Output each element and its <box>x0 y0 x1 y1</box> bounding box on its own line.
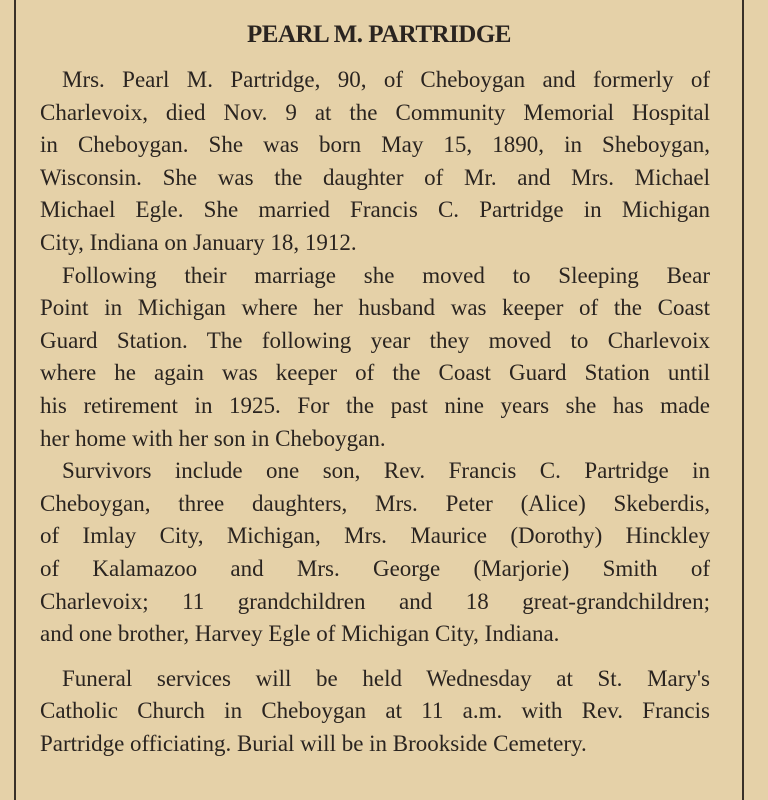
obituary-headline: PEARL M. PARTRIDGE <box>247 21 511 48</box>
text-line: Funeral services will be held Wednesday at St. Mary's <box>62 665 710 691</box>
text-line: where he again was keeper of the Coast Guard Station until <box>40 360 710 386</box>
text-line: Point in Michigan where her husband was keeper of the Coast <box>40 295 710 321</box>
text-line: her home with her son in Cheboygan. <box>40 425 386 451</box>
text-line: Wisconsin. She was the daughter of Mr. and Mrs. Michael <box>40 164 710 190</box>
text-line: Cheboygan, three daughters, Mrs. Peter (Alice) Skeberdis, <box>40 490 710 516</box>
text-line: Catholic Church in Cheboygan at 11 a.m. with Rev. Francis <box>40 698 710 724</box>
text-line: of Imlay City, Michigan, Mrs. Maurice (Dorothy) Hinckley <box>40 523 710 549</box>
text-line: Following their marriage she moved to Sleeping Bear <box>62 262 710 288</box>
paragraph-spacer <box>40 651 710 663</box>
text-line: City, Indiana on January 18, 1912. <box>40 229 357 255</box>
text-line: Partridge officiating. Burial will be in Brookside Cemetery. <box>40 730 587 756</box>
paragraph-3 <box>40 455 710 651</box>
paragraph-4 <box>40 663 710 761</box>
text-line: of Kalamazoo and Mrs. George (Marjorie) Smith of <box>40 555 710 581</box>
text-line: Charlevoix; 11 grandchildren and 18 great-grandchildren; <box>40 588 710 614</box>
column-rule-right <box>742 0 744 800</box>
column-rule-left <box>14 0 16 800</box>
text-line: and one brother, Harvey Egle of Michigan City, Indiana. <box>40 621 560 647</box>
text-line: Charlevoix, died Nov. 9 at the Community Memorial Hospital <box>40 99 710 125</box>
text-line: in Cheboygan. She was born May 15, 1890, in Sheboygan, <box>40 132 710 158</box>
obituary-body <box>40 64 710 760</box>
text-line: Survivors include one son, Rev. Francis C. Partridge in <box>62 458 710 484</box>
paragraph-2 <box>40 260 710 456</box>
paragraph-1 <box>40 64 710 260</box>
text-line: his retirement in 1925. For the past nine years she has made <box>40 392 710 418</box>
text-line: Mrs. Pearl M. Partridge, 90, of Cheboygan and formerly of <box>62 67 710 92</box>
text-line: Guard Station. The following year they moved to Charlevoix <box>40 327 710 353</box>
text-line: Michael Egle. She married Francis C. Partridge in Michigan <box>40 197 710 223</box>
